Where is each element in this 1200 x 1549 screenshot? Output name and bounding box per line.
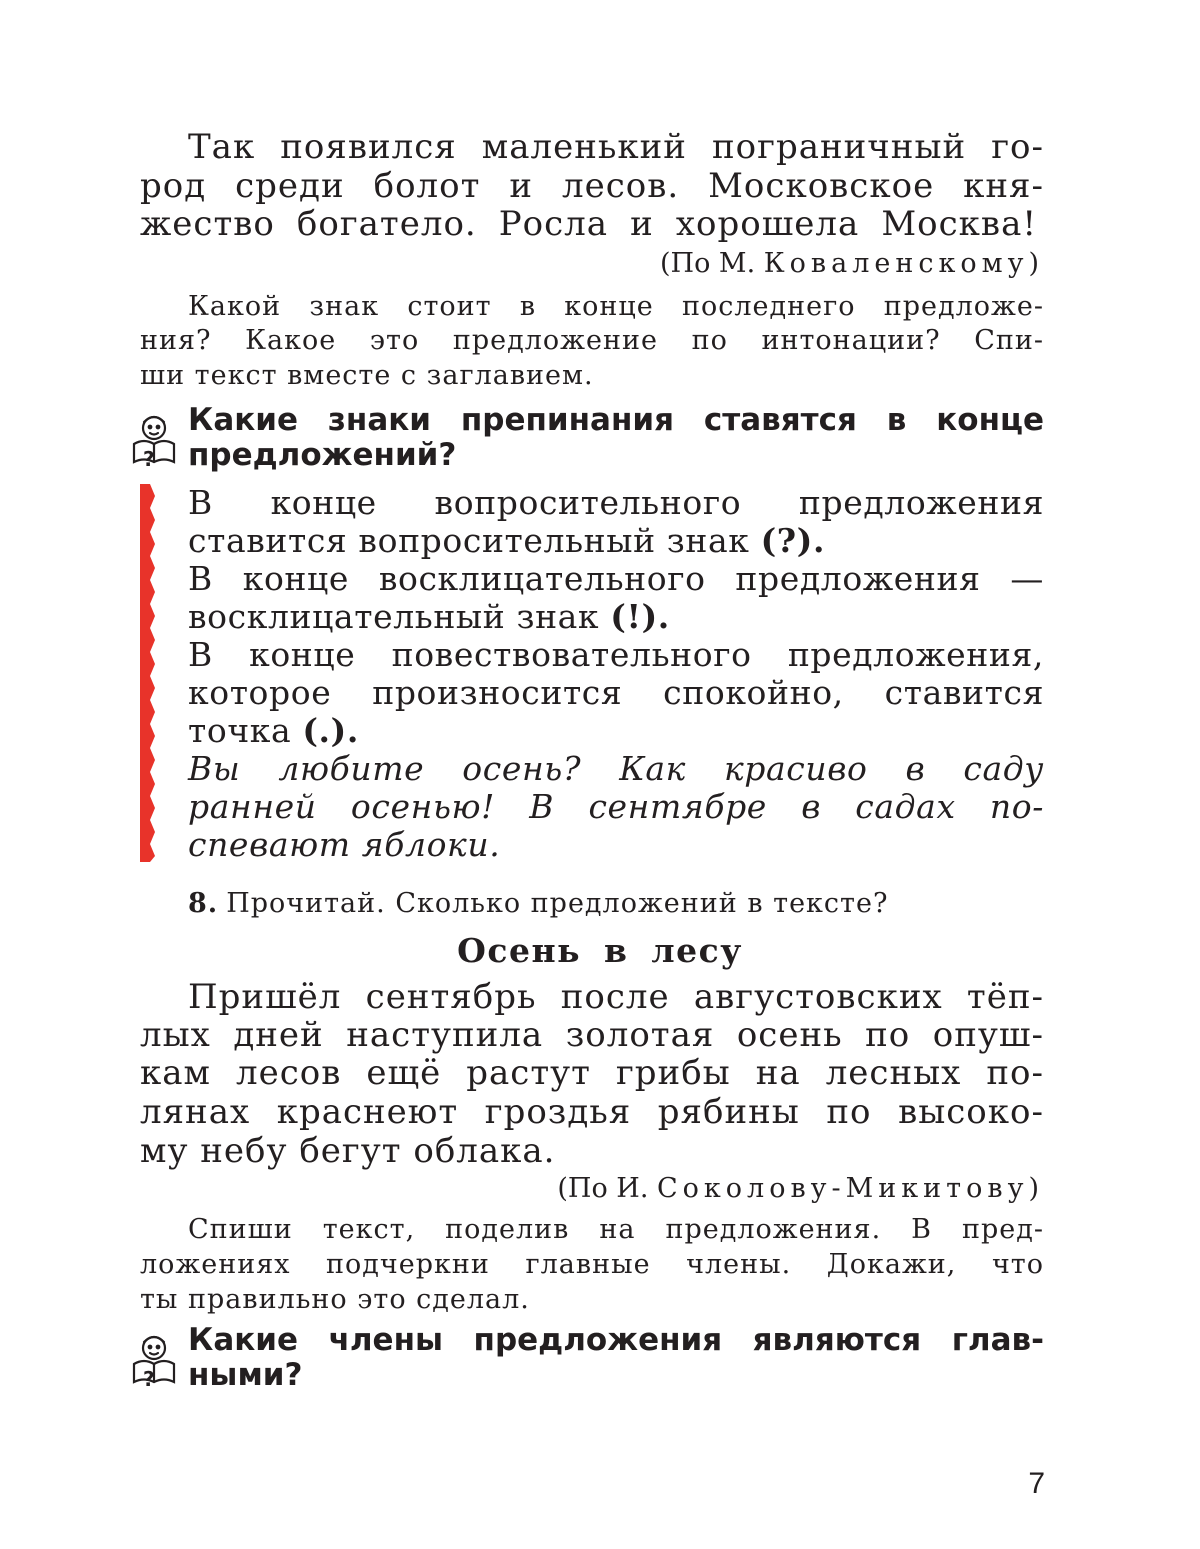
rule-example-line: Вы любите осень? Как красиво в саду xyxy=(188,749,1044,788)
svg-text:?: ? xyxy=(143,1367,155,1388)
exercise-text-line: Пришёл сентябрь после августовских тёп- xyxy=(188,977,1044,1017)
exercise-text-line: лянах краснеют гроздья рябины по высоко- xyxy=(140,1092,1044,1132)
task-line: ния? Какое это предложение по интонации? Спи- xyxy=(140,325,1044,356)
rule-example-line: спевают яблоки. xyxy=(188,825,501,864)
rule-zigzag-border xyxy=(140,484,156,862)
question-line: Какие знаки препинания ставятся в конце xyxy=(188,402,1044,438)
rule-line: ставится вопросительный знак (?). xyxy=(188,521,826,560)
rule-line: В конце повествовательного предложения, xyxy=(188,635,1044,674)
rule-line: В конце восклицательного предложения — xyxy=(188,559,1044,598)
question-line: предложений? xyxy=(188,437,457,473)
exercise-task-line: ложениях подчеркни главные члены. Докажи, что xyxy=(140,1249,1044,1280)
rule-line: которое произносится спокойно, ставится xyxy=(188,673,1044,712)
rule-example-line: ранней осенью! В сентябре в садах по- xyxy=(188,787,1044,826)
exercise-instruction: 8. Прочитай. Сколько предложений в тексте? xyxy=(188,888,889,919)
rule-line: восклицательный знак (!). xyxy=(188,597,670,636)
exercise-text-line: лых дней наступила золотая осень по опуш- xyxy=(140,1015,1044,1055)
story-line: Так появился маленький пограничный го- xyxy=(188,127,1044,167)
svg-text:?: ? xyxy=(143,447,155,468)
rule-line: точка (.). xyxy=(188,711,359,750)
question-line: ными? xyxy=(188,1357,303,1393)
story-line: жество богатело. Росла и хорошела Москва! xyxy=(140,204,1037,244)
exercise-author: (По И. Соколову-Микитову) xyxy=(557,1173,1044,1204)
story-line: род среди болот и лесов. Московское кня- xyxy=(140,166,1044,206)
page-number: 7 xyxy=(1028,1467,1045,1500)
rule-line: В конце вопросительного предложения xyxy=(188,483,1044,522)
exercise-task-line: Спиши текст, поделив на предложения. В пред- xyxy=(188,1214,1044,1245)
exercise-text-line: му небу бегут облака. xyxy=(140,1131,556,1171)
task-line: Какой знак стоит в конце последнего предложе- xyxy=(188,291,1044,322)
student-question-icon xyxy=(130,410,180,468)
student-question-icon xyxy=(130,1330,180,1388)
task-line: ши текст вместе с заглавием. xyxy=(140,360,594,391)
exercise-text-line: кам лесов ещё растут грибы на лесных по- xyxy=(140,1053,1044,1093)
exercise-task-line: ты правильно это сделал. xyxy=(140,1284,530,1315)
story-author: (По М. Коваленскому) xyxy=(660,248,1044,279)
question-line: Какие члены предложения являются глав- xyxy=(188,1322,1044,1358)
exercise-title: Осень в лесу xyxy=(457,931,743,970)
